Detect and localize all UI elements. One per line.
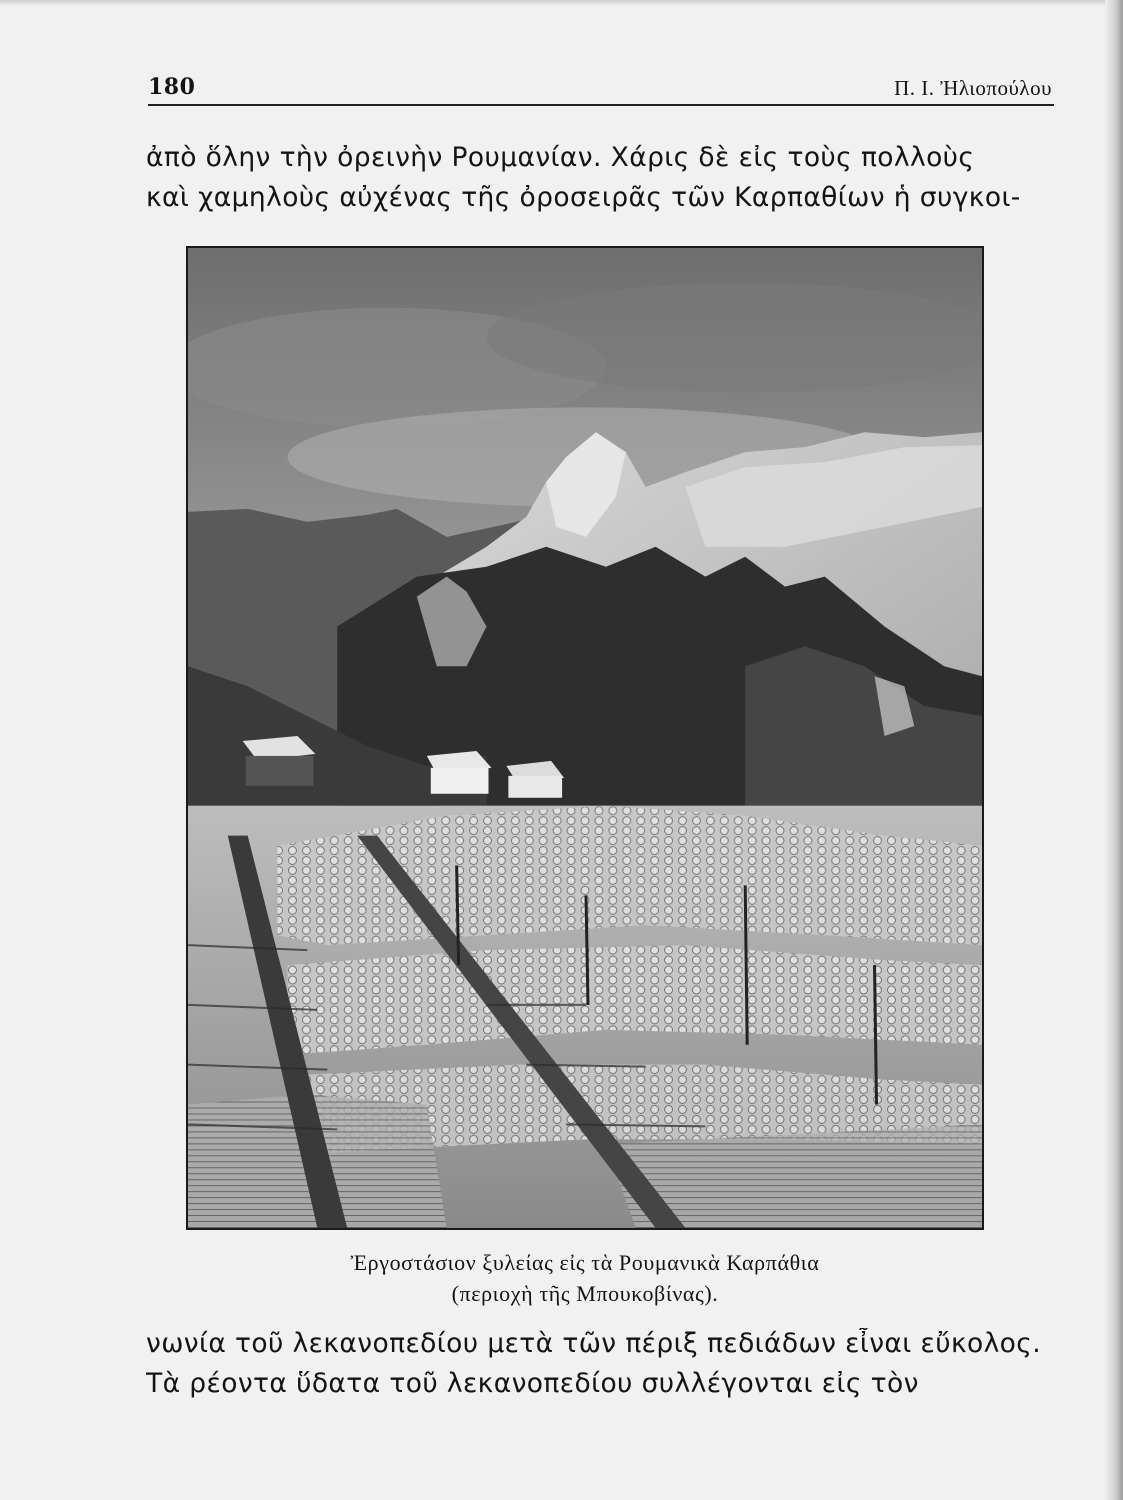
body-text-line: Τὰ ρέοντα ὕδατα τοῦ λεκανοπεδίου συλλέγονται εἰς τὸν	[146, 1368, 919, 1399]
running-head	[148, 70, 1054, 106]
body-text-line: ἀπὸ ὅλην τὴν ὀρεινὴν Ρουμανίαν. Χάρις δὲ εἰς τοὺς πολλοὺς	[146, 142, 975, 173]
photograph-lumber-mill	[186, 246, 984, 1230]
page-top-shadow	[0, 0, 1123, 6]
running-title: Π. Ι. Ἠλιοπούλου	[894, 76, 1052, 100]
photo-illustration	[188, 248, 982, 1228]
body-text-line: νωνία τοῦ λεκανοπεδίου μετὰ τῶν πέριξ πεδιάδων εἶναι εὔκολος.	[146, 1328, 1042, 1359]
figure-caption-line: Ἐργοστάσιον ξυλείας εἰς τὰ Ρουμανικὰ Καρπάθια	[350, 1250, 820, 1275]
body-text-line: καὶ χαμηλοὺς αὐχένας τῆς ὀροσειρᾶς τῶν Καρπαθίων ἡ συγκοι-	[146, 182, 1021, 213]
figure-caption-line: (περιοχὴ τῆς Μπουκοβίνας).	[451, 1281, 719, 1306]
page-number: 180	[148, 74, 196, 100]
page-binding-shadow	[1105, 0, 1123, 1500]
